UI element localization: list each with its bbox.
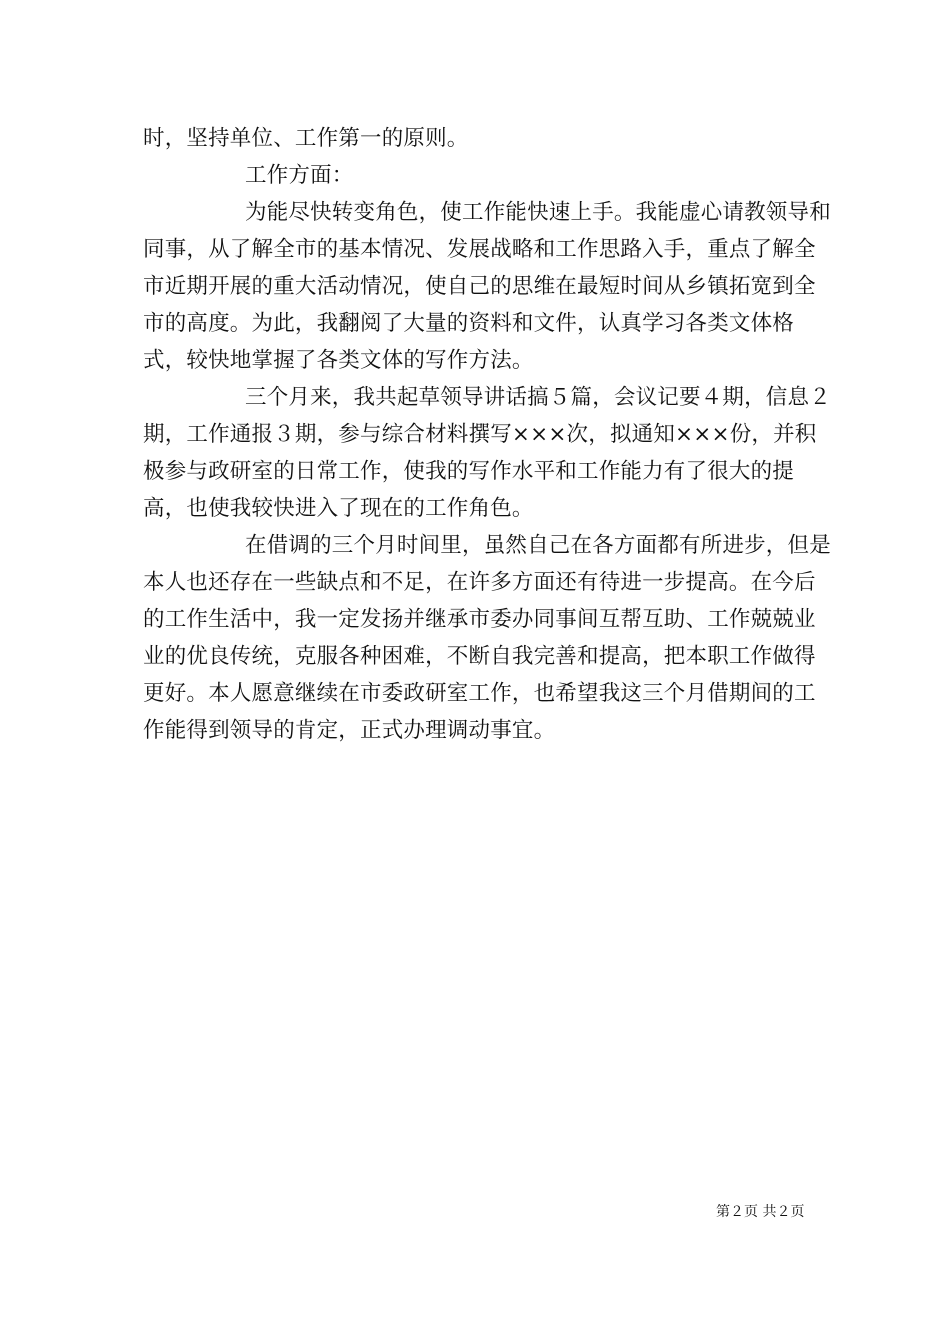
paragraph-work-adaptation: 为能尽快转变角色，使工作能快速上手。我能虚心请教领导和同事，从了解全市的基本情况、发展战略和工作思路入手，重点了解全市近期开展的重大活动情况，使自己的思维在最短时间从乡镇拓宽到全市的高度。为此，我翻阅了大量的资料和文件，认真学习各类文体格式，较快地掌握了各类文体的写作方法。: [143, 200, 831, 373]
paragraph-conclusion: 在借调的三个月时间里，虽然自己在各方面都有所进步，但是本人也还存在一些缺点和不足，在许多方面还有待进一步提高。在今后的工作生活中，我一定发扬并继承市委办同事间互帮互助、工作兢兢业业的优良传统，克服各种困难，不断自我完善和提高，把本职工作做得更好。本人愿意继续在市委政研室工作，也希望我这三个月借期间的工作能得到领导的肯定，正式办理调动事宜。: [143, 533, 831, 743]
paragraph-continuation: 时，坚持单位、工作第一的原则。: [143, 126, 469, 151]
document-body: [143, 120, 833, 749]
page-number-footer: 第２页 共２页: [716, 1204, 805, 1220]
paragraph-heading-work: 工作方面：: [245, 163, 354, 188]
paragraph-three-months-achievements: 三个月来，我共起草领导讲话搞５篇，会议记要４期，信息２期，工作通报３期，参与综合材料撰写×××次，拟通知×××份，并积极参与政研室的日常工作，使我的写作水平和工作能力有了很大的提高，也使我较快进入了现在的工作角色。: [143, 385, 831, 521]
